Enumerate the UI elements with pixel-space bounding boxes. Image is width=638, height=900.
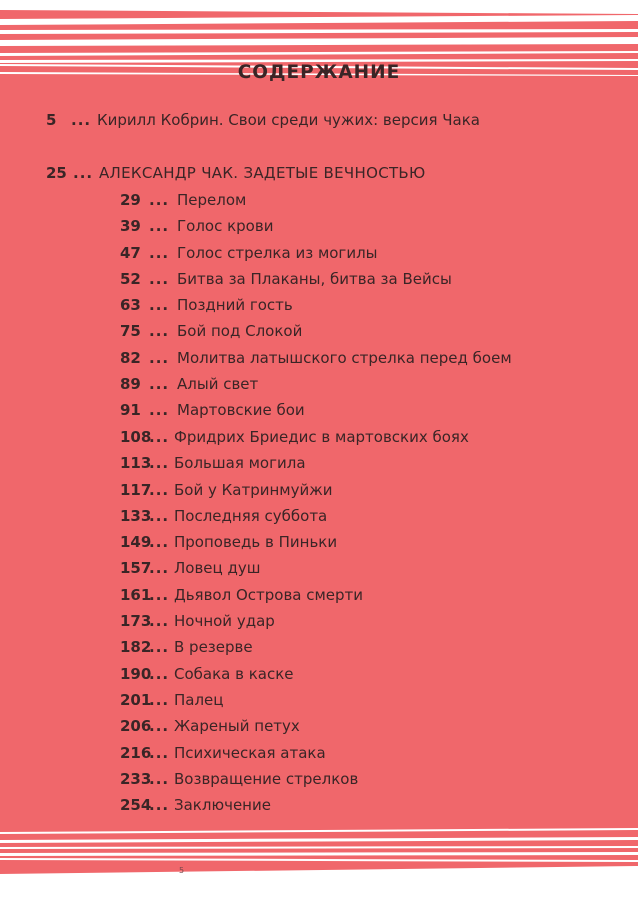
dot-leader: ... bbox=[149, 507, 170, 525]
toc-subentry[interactable] bbox=[120, 689, 520, 711]
entry-title: Жареный петух bbox=[174, 717, 300, 735]
dot-leader: ... bbox=[149, 401, 170, 419]
toc-subentry[interactable] bbox=[120, 663, 520, 685]
toc-entry-chak-section[interactable] bbox=[46, 162, 466, 184]
toc-subentry[interactable] bbox=[120, 584, 520, 606]
page-number: 157 bbox=[120, 559, 152, 577]
page-number: 216 bbox=[120, 744, 152, 762]
toc-subentry[interactable] bbox=[120, 215, 520, 237]
dot-leader: ... bbox=[149, 481, 170, 499]
page-number: 29 bbox=[120, 191, 141, 209]
toc-entry-kobrin[interactable] bbox=[46, 109, 516, 131]
toc-subentry[interactable] bbox=[120, 426, 520, 448]
dot-leader: ... bbox=[149, 270, 170, 288]
entry-title: Собака в каске bbox=[174, 665, 294, 683]
entry-title: Ночной удар bbox=[174, 612, 275, 630]
toc-subentry[interactable] bbox=[120, 373, 520, 395]
dot-leader: ... bbox=[149, 770, 170, 788]
entry-title: Большая могила bbox=[174, 454, 306, 472]
dot-leader: ... bbox=[149, 533, 170, 551]
entry-title: Последняя суббота bbox=[174, 507, 328, 525]
entry-title: Битва за Плаканы, битва за Вейсы bbox=[177, 270, 452, 288]
dot-leader: ... bbox=[149, 244, 170, 262]
entry-title: Заключение bbox=[174, 796, 271, 814]
dot-leader: ... bbox=[149, 349, 170, 367]
toc-subentry[interactable] bbox=[120, 268, 520, 290]
entry-title: Мартовские бои bbox=[177, 401, 305, 419]
dot-leader: ... bbox=[149, 322, 170, 340]
toc-subentry[interactable] bbox=[120, 768, 520, 790]
toc-subentry[interactable] bbox=[120, 320, 520, 342]
page-number: 149 bbox=[120, 533, 152, 551]
page-number: 254 bbox=[120, 796, 152, 814]
entry-title: Психическая атака bbox=[174, 744, 326, 762]
dot-leader: ... bbox=[149, 217, 170, 235]
entry-title: Молитва латышского стрелка перед боем bbox=[177, 349, 512, 367]
toc-subentry[interactable] bbox=[120, 715, 520, 737]
dot-leader: ... bbox=[149, 612, 170, 630]
entry-title: Палец bbox=[174, 691, 224, 709]
entry-title: АЛЕКСАНДР ЧАК. ЗАДЕТЫЕ ВЕЧНОСТЬЮ bbox=[99, 164, 426, 182]
toc-subentry[interactable] bbox=[120, 505, 520, 527]
entry-title: Бой под Слокой bbox=[177, 322, 303, 340]
toc-subentry[interactable] bbox=[120, 610, 520, 632]
toc-subentry[interactable] bbox=[120, 794, 520, 816]
toc-subentry[interactable] bbox=[120, 242, 520, 264]
entry-title: Бой у Катринмуйжи bbox=[174, 481, 333, 499]
toc-subentry[interactable] bbox=[120, 531, 520, 553]
page-number: 63 bbox=[120, 296, 141, 314]
page-number: 161 bbox=[120, 586, 152, 604]
entry-title: Голос крови bbox=[177, 217, 274, 235]
dot-leader: ... bbox=[149, 638, 170, 656]
entry-title: Ловец душ bbox=[174, 559, 261, 577]
page-number-marker: 5 bbox=[179, 866, 185, 875]
dot-leader: ... bbox=[149, 796, 170, 814]
dot-leader: ... bbox=[149, 665, 170, 683]
page-number: 52 bbox=[120, 270, 141, 288]
toc-subentry[interactable] bbox=[120, 557, 520, 579]
page-number: 206 bbox=[120, 717, 152, 735]
dot-leader: ... bbox=[149, 428, 170, 446]
page-number: 82 bbox=[120, 349, 141, 367]
entry-title: Фридрих Бриедис в мартовских боях bbox=[174, 428, 469, 446]
page-number: 133 bbox=[120, 507, 152, 525]
dot-leader: ... bbox=[149, 375, 170, 393]
toc-subentry[interactable] bbox=[120, 189, 520, 211]
entry-title: Возвращение стрелков bbox=[174, 770, 359, 788]
dot-leader: ... bbox=[149, 191, 170, 209]
entry-title: Проповедь в Пиньки bbox=[174, 533, 338, 551]
page-number: 113 bbox=[120, 454, 152, 472]
toc-subentry[interactable] bbox=[120, 742, 520, 764]
entry-title: Дьявол Острова смерти bbox=[174, 586, 364, 604]
page-number: 201 bbox=[120, 691, 152, 709]
entry-title: Кирилл Кобрин. Свои среди чужих: версия Чака bbox=[97, 111, 480, 129]
dot-leader: ... bbox=[149, 586, 170, 604]
dot-leader: ... bbox=[149, 454, 170, 472]
toc-title: СОДЕРЖАНИЕ bbox=[237, 62, 401, 83]
dot-leader: ... bbox=[149, 691, 170, 709]
page-number: 75 bbox=[120, 322, 141, 340]
page-number: 182 bbox=[120, 638, 152, 656]
entry-title: Поздний гость bbox=[177, 296, 293, 314]
page-number: 108 bbox=[120, 428, 152, 446]
entry-title: Голос стрелка из могилы bbox=[177, 244, 378, 262]
toc-subentry[interactable] bbox=[120, 399, 520, 421]
page-number: 39 bbox=[120, 217, 141, 235]
page-number: 47 bbox=[120, 244, 141, 262]
toc-subentry[interactable] bbox=[120, 347, 520, 369]
dot-leader: ... bbox=[149, 559, 170, 577]
page-number: 173 bbox=[120, 612, 152, 630]
page-number: 190 bbox=[120, 665, 152, 683]
page-number: 25 bbox=[46, 164, 67, 182]
page-number: 5 bbox=[46, 111, 57, 129]
dot-leader: ... bbox=[149, 296, 170, 314]
page-number: 89 bbox=[120, 375, 141, 393]
entry-title: В резерве bbox=[174, 638, 253, 656]
entry-title: Алый свет bbox=[177, 375, 259, 393]
dot-leader: ... bbox=[71, 111, 92, 129]
bottom-stripe-decoration bbox=[0, 818, 638, 900]
dot-leader: ... bbox=[73, 164, 94, 182]
entry-title: Перелом bbox=[177, 191, 247, 209]
toc-subentry[interactable] bbox=[120, 294, 520, 316]
toc-subentry[interactable] bbox=[120, 636, 520, 658]
toc-subentry[interactable] bbox=[120, 452, 520, 474]
dot-leader: ... bbox=[149, 717, 170, 735]
page-number: 117 bbox=[120, 481, 152, 499]
toc-subentry[interactable] bbox=[120, 479, 520, 501]
dot-leader: ... bbox=[149, 744, 170, 762]
page-number: 91 bbox=[120, 401, 141, 419]
page-number: 233 bbox=[120, 770, 152, 788]
